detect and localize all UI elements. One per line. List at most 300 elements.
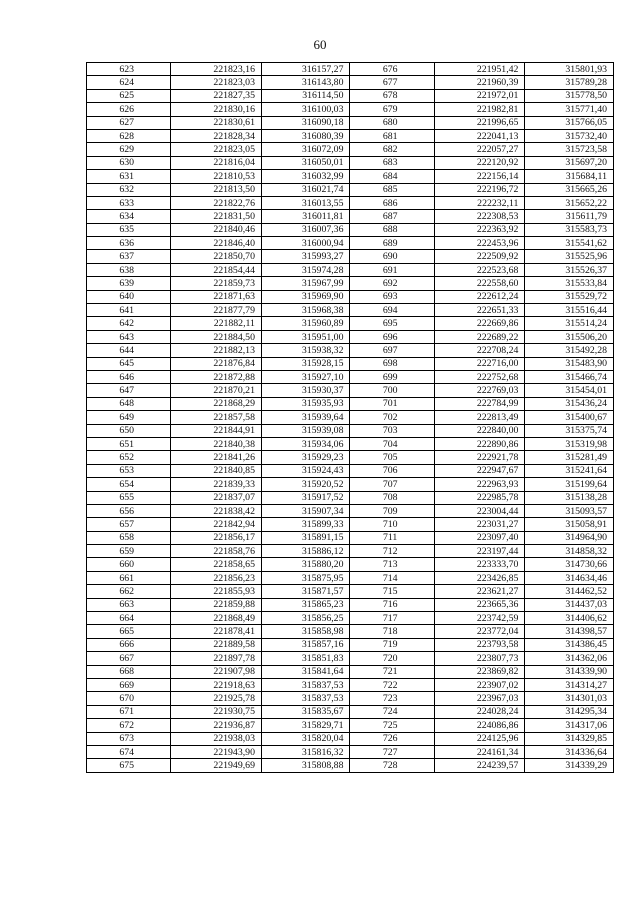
point-number-left: 636: [87, 237, 171, 250]
x-coordinate-right: 223967,03: [434, 692, 525, 705]
table-row: [87, 719, 614, 732]
y-coordinate-left: 315837,53: [261, 692, 350, 705]
x-coordinate-left: 221830,61: [171, 116, 262, 129]
table-row: [87, 491, 614, 504]
point-number-right: 678: [350, 89, 434, 102]
point-number-right: 690: [350, 250, 434, 263]
coordinates-table-body: [87, 63, 614, 773]
table-row: [87, 705, 614, 718]
x-coordinate-left: 221828,34: [171, 129, 262, 142]
x-coordinate-right: 222523,68: [434, 263, 525, 276]
page-number: 60: [313, 37, 327, 52]
point-number-right: 691: [350, 263, 434, 276]
point-number-left: 658: [87, 531, 171, 544]
point-number-right: 677: [350, 76, 434, 89]
x-coordinate-right: 222057,27: [434, 143, 525, 156]
point-number-left: 639: [87, 277, 171, 290]
x-coordinate-left: 221856,23: [171, 571, 262, 584]
x-coordinate-right: 223621,27: [434, 585, 525, 598]
point-number-right: 721: [350, 665, 434, 678]
table-row: [87, 156, 614, 169]
x-coordinate-right: 222120,92: [434, 156, 525, 169]
y-coordinate-right: 315684,11: [525, 170, 614, 183]
point-number-left: 626: [87, 103, 171, 116]
y-coordinate-right: 314295,34: [525, 705, 614, 718]
y-coordinate-left: 315938,32: [261, 344, 350, 357]
y-coordinate-left: 316021,74: [261, 183, 350, 196]
point-number-right: 719: [350, 638, 434, 651]
x-coordinate-right: 224086,86: [434, 719, 525, 732]
point-number-right: 711: [350, 531, 434, 544]
point-number-right: 689: [350, 237, 434, 250]
x-coordinate-left: 221930,75: [171, 705, 262, 718]
x-coordinate-left: 221871,63: [171, 290, 262, 303]
y-coordinate-left: 315934,06: [261, 437, 350, 450]
point-number-right: 724: [350, 705, 434, 718]
x-coordinate-right: 222963,93: [434, 478, 525, 491]
point-number-left: 635: [87, 223, 171, 236]
point-number-right: 714: [350, 571, 434, 584]
y-coordinate-left: 316032,99: [261, 170, 350, 183]
point-number-right: 723: [350, 692, 434, 705]
y-coordinate-right: 315514,24: [525, 317, 614, 330]
table-row: [87, 558, 614, 571]
y-coordinate-left: 315960,89: [261, 317, 350, 330]
x-coordinate-left: 221943,90: [171, 745, 262, 758]
y-coordinate-left: 315820,04: [261, 732, 350, 745]
point-number-right: 701: [350, 397, 434, 410]
table-row: [87, 330, 614, 343]
y-coordinate-right: 315281,49: [525, 451, 614, 464]
point-number-left: 644: [87, 344, 171, 357]
x-coordinate-right: 222308,53: [434, 210, 525, 223]
x-coordinate-left: 221859,88: [171, 598, 262, 611]
y-coordinate-right: 315611,79: [525, 210, 614, 223]
point-number-right: 702: [350, 411, 434, 424]
y-coordinate-left: 315871,57: [261, 585, 350, 598]
table-row: [87, 317, 614, 330]
table-row: [87, 598, 614, 611]
y-coordinate-left: 315967,99: [261, 277, 350, 290]
point-number-right: 698: [350, 357, 434, 370]
y-coordinate-left: 315856,25: [261, 612, 350, 625]
y-coordinate-left: 315886,12: [261, 545, 350, 558]
x-coordinate-left: 221938,03: [171, 732, 262, 745]
point-number-left: 652: [87, 451, 171, 464]
table-row: [87, 464, 614, 477]
x-coordinate-right: 223665,36: [434, 598, 525, 611]
table-row: [87, 518, 614, 531]
x-coordinate-right: 222651,33: [434, 304, 525, 317]
x-coordinate-left: 221868,29: [171, 397, 262, 410]
y-coordinate-left: 316050,01: [261, 156, 350, 169]
x-coordinate-right: 223333,70: [434, 558, 525, 571]
point-number-right: 709: [350, 504, 434, 517]
point-number-right: 683: [350, 156, 434, 169]
y-coordinate-left: 315968,38: [261, 304, 350, 317]
x-coordinate-left: 221856,17: [171, 531, 262, 544]
x-coordinate-right: 222232,11: [434, 196, 525, 209]
point-number-right: 706: [350, 464, 434, 477]
y-coordinate-left: 315939,08: [261, 424, 350, 437]
table-row: [87, 665, 614, 678]
point-number-right: 713: [350, 558, 434, 571]
x-coordinate-left: 221882,13: [171, 344, 262, 357]
point-number-right: 727: [350, 745, 434, 758]
x-coordinate-right: 223742,59: [434, 612, 525, 625]
point-number-left: 632: [87, 183, 171, 196]
x-coordinate-left: 221918,63: [171, 678, 262, 691]
point-number-right: 704: [350, 437, 434, 450]
point-number-right: 717: [350, 612, 434, 625]
point-number-left: 656: [87, 504, 171, 517]
table-row: [87, 585, 614, 598]
point-number-right: 728: [350, 759, 434, 772]
point-number-right: 696: [350, 330, 434, 343]
y-coordinate-left: 316114,50: [261, 89, 350, 102]
point-number-right: 681: [350, 129, 434, 142]
y-coordinate-right: 315778,50: [525, 89, 614, 102]
table-row: [87, 277, 614, 290]
point-number-right: 718: [350, 625, 434, 638]
x-coordinate-left: 221840,38: [171, 437, 262, 450]
y-coordinate-left: 315891,15: [261, 531, 350, 544]
table-row: [87, 344, 614, 357]
point-number-left: 633: [87, 196, 171, 209]
y-coordinate-right: 315483,90: [525, 357, 614, 370]
table-row: [87, 612, 614, 625]
table-row: [87, 223, 614, 236]
point-number-right: 708: [350, 491, 434, 504]
x-coordinate-left: 221868,49: [171, 612, 262, 625]
table-row: [87, 732, 614, 745]
y-coordinate-left: 315858,98: [261, 625, 350, 638]
x-coordinate-left: 221823,03: [171, 76, 262, 89]
x-coordinate-right: 222689,22: [434, 330, 525, 343]
x-coordinate-left: 221877,79: [171, 304, 262, 317]
y-coordinate-left: 315917,52: [261, 491, 350, 504]
x-coordinate-right: 221982,81: [434, 103, 525, 116]
point-number-left: 650: [87, 424, 171, 437]
point-number-right: 679: [350, 103, 434, 116]
x-coordinate-left: 221830,16: [171, 103, 262, 116]
point-number-left: 647: [87, 384, 171, 397]
table-row: [87, 370, 614, 383]
table-row: [87, 89, 614, 102]
point-number-right: 707: [350, 478, 434, 491]
x-coordinate-right: 224028,24: [434, 705, 525, 718]
point-number-left: 667: [87, 652, 171, 665]
y-coordinate-right: 315525,96: [525, 250, 614, 263]
y-coordinate-right: 315241,64: [525, 464, 614, 477]
y-coordinate-right: 315771,40: [525, 103, 614, 116]
point-number-left: 657: [87, 518, 171, 531]
x-coordinate-right: 222156,14: [434, 170, 525, 183]
point-number-right: 703: [350, 424, 434, 437]
y-coordinate-left: 315930,37: [261, 384, 350, 397]
y-coordinate-right: 315732,40: [525, 129, 614, 142]
y-coordinate-left: 315924,43: [261, 464, 350, 477]
y-coordinate-left: 315927,10: [261, 370, 350, 383]
x-coordinate-left: 221897,78: [171, 652, 262, 665]
y-coordinate-right: 315533,84: [525, 277, 614, 290]
x-coordinate-left: 221855,93: [171, 585, 262, 598]
y-coordinate-right: 314858,32: [525, 545, 614, 558]
point-number-left: 654: [87, 478, 171, 491]
table-row: [87, 183, 614, 196]
y-coordinate-left: 315907,34: [261, 504, 350, 517]
x-coordinate-left: 221823,05: [171, 143, 262, 156]
x-coordinate-left: 221889,58: [171, 638, 262, 651]
y-coordinate-right: 315529,72: [525, 290, 614, 303]
x-coordinate-right: 221972,01: [434, 89, 525, 102]
point-number-left: 628: [87, 129, 171, 142]
x-coordinate-right: 222921,78: [434, 451, 525, 464]
point-number-left: 623: [87, 63, 171, 76]
point-number-right: 684: [350, 170, 434, 183]
y-coordinate-right: 314964,90: [525, 531, 614, 544]
table-row: [87, 129, 614, 142]
x-coordinate-right: 223869,82: [434, 665, 525, 678]
table-row: [87, 397, 614, 410]
point-number-right: 710: [350, 518, 434, 531]
y-coordinate-right: 314437,03: [525, 598, 614, 611]
y-coordinate-left: 315851,83: [261, 652, 350, 665]
y-coordinate-left: 316157,27: [261, 63, 350, 76]
x-coordinate-right: 223031,27: [434, 518, 525, 531]
x-coordinate-left: 221876,84: [171, 357, 262, 370]
table-row: [87, 451, 614, 464]
point-number-left: 662: [87, 585, 171, 598]
x-coordinate-left: 221854,44: [171, 263, 262, 276]
x-coordinate-right: 223097,40: [434, 531, 525, 544]
y-coordinate-left: 315865,23: [261, 598, 350, 611]
table-row: [87, 103, 614, 116]
point-number-left: 664: [87, 612, 171, 625]
x-coordinate-right: 222840,00: [434, 424, 525, 437]
y-coordinate-right: 315723,58: [525, 143, 614, 156]
point-number-left: 637: [87, 250, 171, 263]
x-coordinate-right: 222363,92: [434, 223, 525, 236]
x-coordinate-left: 221823,16: [171, 63, 262, 76]
x-coordinate-left: 221841,26: [171, 451, 262, 464]
table-row: [87, 759, 614, 772]
x-coordinate-right: 222890,86: [434, 437, 525, 450]
x-coordinate-left: 221839,33: [171, 478, 262, 491]
point-number-right: 686: [350, 196, 434, 209]
y-coordinate-right: 314317,06: [525, 719, 614, 732]
y-coordinate-left: 315951,00: [261, 330, 350, 343]
x-coordinate-right: 222612,24: [434, 290, 525, 303]
y-coordinate-left: 315899,33: [261, 518, 350, 531]
table-row: [87, 250, 614, 263]
y-coordinate-right: 315766,05: [525, 116, 614, 129]
x-coordinate-left: 221827,35: [171, 89, 262, 102]
x-coordinate-right: 223907,02: [434, 678, 525, 691]
point-number-left: 671: [87, 705, 171, 718]
y-coordinate-left: 315875,95: [261, 571, 350, 584]
y-coordinate-right: 314462,52: [525, 585, 614, 598]
point-number-left: 675: [87, 759, 171, 772]
point-number-left: 630: [87, 156, 171, 169]
point-number-left: 645: [87, 357, 171, 370]
point-number-right: 695: [350, 317, 434, 330]
x-coordinate-right: 222784,99: [434, 397, 525, 410]
y-coordinate-right: 315526,37: [525, 263, 614, 276]
x-coordinate-right: 224125,96: [434, 732, 525, 745]
x-coordinate-right: 222752,68: [434, 370, 525, 383]
x-coordinate-right: 222041,13: [434, 129, 525, 142]
y-coordinate-right: 315058,91: [525, 518, 614, 531]
y-coordinate-right: 315516,44: [525, 304, 614, 317]
y-coordinate-left: 316090,18: [261, 116, 350, 129]
y-coordinate-left: 315829,71: [261, 719, 350, 732]
point-number-left: 666: [87, 638, 171, 651]
y-coordinate-right: 315506,20: [525, 330, 614, 343]
y-coordinate-right: 314362,06: [525, 652, 614, 665]
y-coordinate-left: 316100,03: [261, 103, 350, 116]
table-row: [87, 357, 614, 370]
table-row: [87, 571, 614, 584]
y-coordinate-left: 316013,55: [261, 196, 350, 209]
x-coordinate-left: 221872,88: [171, 370, 262, 383]
point-number-right: 687: [350, 210, 434, 223]
y-coordinate-left: 315974,28: [261, 263, 350, 276]
table-row: [87, 290, 614, 303]
x-coordinate-left: 221816,04: [171, 156, 262, 169]
x-coordinate-right: 221996,65: [434, 116, 525, 129]
point-number-left: 665: [87, 625, 171, 638]
point-number-left: 663: [87, 598, 171, 611]
point-number-right: 697: [350, 344, 434, 357]
y-coordinate-right: 315375,74: [525, 424, 614, 437]
y-coordinate-right: 315789,28: [525, 76, 614, 89]
x-coordinate-right: 223426,85: [434, 571, 525, 584]
point-number-right: 716: [350, 598, 434, 611]
point-number-right: 712: [350, 545, 434, 558]
point-number-left: 624: [87, 76, 171, 89]
point-number-right: 680: [350, 116, 434, 129]
y-coordinate-left: 316007,36: [261, 223, 350, 236]
table-row: [87, 263, 614, 276]
table-row: [87, 63, 614, 76]
y-coordinate-right: 315093,57: [525, 504, 614, 517]
y-coordinate-right: 315541,62: [525, 237, 614, 250]
y-coordinate-left: 315928,15: [261, 357, 350, 370]
table-row: [87, 692, 614, 705]
point-number-right: 694: [350, 304, 434, 317]
table-row: [87, 424, 614, 437]
point-number-left: 659: [87, 545, 171, 558]
point-number-left: 640: [87, 290, 171, 303]
x-coordinate-left: 221831,50: [171, 210, 262, 223]
x-coordinate-left: 221907,98: [171, 665, 262, 678]
coordinates-table: [86, 62, 614, 773]
table-row: [87, 625, 614, 638]
x-coordinate-right: 222985,78: [434, 491, 525, 504]
x-coordinate-right: 223197,44: [434, 545, 525, 558]
y-coordinate-right: 314398,57: [525, 625, 614, 638]
point-number-right: 688: [350, 223, 434, 236]
x-coordinate-left: 221842,94: [171, 518, 262, 531]
y-coordinate-left: 315939,64: [261, 411, 350, 424]
x-coordinate-left: 221859,73: [171, 277, 262, 290]
point-number-left: 661: [87, 571, 171, 584]
table-row: [87, 745, 614, 758]
x-coordinate-left: 221837,07: [171, 491, 262, 504]
point-number-left: 655: [87, 491, 171, 504]
x-coordinate-left: 221822,76: [171, 196, 262, 209]
y-coordinate-right: 315454,01: [525, 384, 614, 397]
point-number-right: 693: [350, 290, 434, 303]
y-coordinate-left: 316143,80: [261, 76, 350, 89]
table-row: [87, 504, 614, 517]
x-coordinate-left: 221949,69: [171, 759, 262, 772]
x-coordinate-left: 221840,46: [171, 223, 262, 236]
y-coordinate-left: 315880,20: [261, 558, 350, 571]
x-coordinate-right: 222669,86: [434, 317, 525, 330]
y-coordinate-right: 314634,46: [525, 571, 614, 584]
point-number-left: 649: [87, 411, 171, 424]
x-coordinate-right: 222708,24: [434, 344, 525, 357]
y-coordinate-left: 315929,23: [261, 451, 350, 464]
x-coordinate-right: 222558,60: [434, 277, 525, 290]
point-number-left: 629: [87, 143, 171, 156]
x-coordinate-left: 221838,42: [171, 504, 262, 517]
y-coordinate-left: 316000,94: [261, 237, 350, 250]
x-coordinate-left: 221884,50: [171, 330, 262, 343]
table-row: [87, 143, 614, 156]
point-number-right: 685: [350, 183, 434, 196]
table-row: [87, 678, 614, 691]
x-coordinate-right: 224161,34: [434, 745, 525, 758]
y-coordinate-right: 315138,28: [525, 491, 614, 504]
x-coordinate-left: 221846,40: [171, 237, 262, 250]
x-coordinate-left: 221844,91: [171, 424, 262, 437]
y-coordinate-left: 315993,27: [261, 250, 350, 263]
y-coordinate-right: 314336,64: [525, 745, 614, 758]
x-coordinate-right: 222509,92: [434, 250, 525, 263]
table-row: [87, 76, 614, 89]
point-number-left: 668: [87, 665, 171, 678]
x-coordinate-left: 221857,58: [171, 411, 262, 424]
point-number-left: 634: [87, 210, 171, 223]
x-coordinate-right: 223793,58: [434, 638, 525, 651]
y-coordinate-right: 315466,74: [525, 370, 614, 383]
x-coordinate-right: 222453,96: [434, 237, 525, 250]
point-number-left: 674: [87, 745, 171, 758]
table-row: [87, 437, 614, 450]
point-number-left: 673: [87, 732, 171, 745]
point-number-right: 715: [350, 585, 434, 598]
y-coordinate-right: 315652,22: [525, 196, 614, 209]
table-row: [87, 170, 614, 183]
y-coordinate-right: 314406,62: [525, 612, 614, 625]
y-coordinate-left: 315920,52: [261, 478, 350, 491]
x-coordinate-left: 221858,76: [171, 545, 262, 558]
point-number-right: 705: [350, 451, 434, 464]
y-coordinate-left: 315857,16: [261, 638, 350, 651]
y-coordinate-left: 316011,81: [261, 210, 350, 223]
table-row: [87, 638, 614, 651]
point-number-left: 651: [87, 437, 171, 450]
x-coordinate-right: 221951,42: [434, 63, 525, 76]
point-number-right: 699: [350, 370, 434, 383]
x-coordinate-right: 221960,39: [434, 76, 525, 89]
table-row: [87, 384, 614, 397]
point-number-right: 725: [350, 719, 434, 732]
point-number-left: 638: [87, 263, 171, 276]
